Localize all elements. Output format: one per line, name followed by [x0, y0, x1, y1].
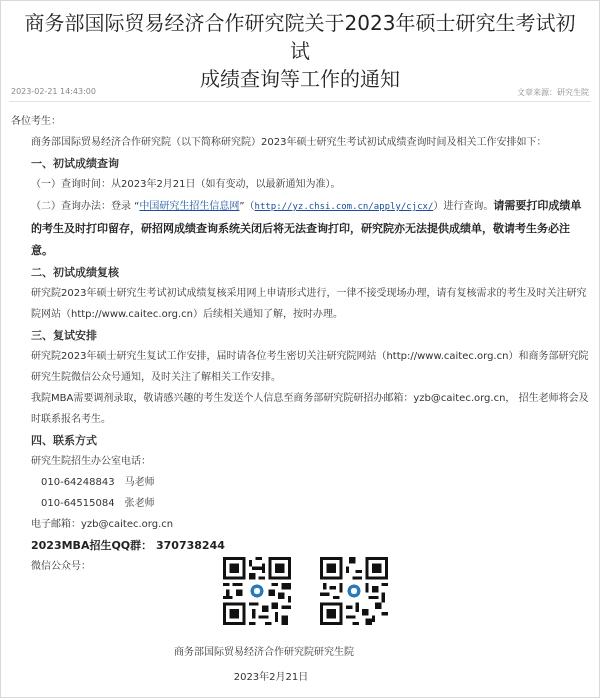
signature-date: 2023年2月21日: [233, 672, 309, 683]
query-method-prefix: （二）查询办法：登录 “: [31, 201, 140, 212]
mba-paragraph: 我院MBA需要调剂录取，敬请感兴趣的考生发送个人信息至商务部研究院研招办邮箱：yzb@caitec.org.cn， 招生老师将会及时联系报名考生。: [31, 393, 589, 425]
title-line-1: 商务部国际贸易经济合作研究院关于2023年硕士研究生考试初试: [24, 11, 576, 63]
wechat-label: 微信公众号：: [31, 561, 91, 572]
article-source: 文章来源：研究生院: [517, 88, 589, 97]
query-time: （一）查询时间：从2023年2月21日（如有变动，以最新通知为准）。: [31, 179, 341, 190]
section-1-heading: 一、初试成绩查询: [31, 157, 119, 170]
article-body: [11, 111, 589, 577]
divider: [9, 101, 591, 102]
signature-org: 商务部国际贸易经济合作研究院研究生院: [174, 647, 354, 658]
phone-1: 010-64248843 马老师: [41, 477, 155, 488]
chsi-url-link[interactable]: http://yz.chsi.com.cn/apply/cjcx/: [254, 202, 434, 212]
article-meta: [11, 85, 589, 101]
article-title: [20, 1, 580, 93]
qr-code-icon: [320, 557, 388, 625]
retest-paragraph: 研究院2023年硕士研究生复试工作安排，届时请各位考生密切关注研究院网站（http://www.caitec.org.cn）和商务部研究院研究生院微信公众号通知，及时关注了解相关工作安排。: [31, 351, 589, 383]
section-3-heading: 三、复试安排: [31, 329, 97, 342]
qr-code-icon: [223, 557, 291, 625]
publish-date: 2023-02-21 14:43:00: [11, 87, 96, 96]
qq-group: 2023MBA招生QQ群： 370738244: [31, 539, 225, 552]
phone-label: 研究生院招生办公室电话：: [31, 456, 151, 467]
query-method-suffix: ）进行查询。: [433, 201, 494, 212]
email-line: 电子邮箱：yzb@caitec.org.cn: [31, 519, 174, 530]
print-warning: 请需要打印成绩单的考生及时打印留存，研招网成绩查询系统关闭后将无法查询打印，研究院亦无法提供成绩单，敬请考生务必注意。: [31, 199, 582, 257]
query-method-mid: ”（: [239, 201, 255, 212]
phone-2: 010-64515084 张老师: [41, 498, 155, 509]
chsi-link[interactable]: 中国研究生招生信息网: [139, 201, 240, 212]
review-paragraph: 研究院2023年硕士研究生考试初试成绩复核采用网上申请形式进行，一律不接受现场办理，请有复核需求的考生及时关注研究院网站（http://www.caitec.org.cn）后续相关通知了解，按时办理。: [31, 288, 587, 320]
greeting: 各位考生：: [11, 116, 61, 127]
qr-code-row: [1, 557, 599, 633]
query-method: [11, 195, 589, 262]
section-2-heading: 二、初试成绩复核: [31, 266, 119, 279]
intro-paragraph: 商务部国际贸易经济合作研究院（以下简称研究院）2023年硕士研究生考试初试成绩查询时间及相关工作安排如下：: [31, 137, 547, 148]
section-4-heading: 四、联系方式: [31, 434, 97, 447]
title-line-2: 成绩查询等工作的通知: [200, 67, 400, 91]
